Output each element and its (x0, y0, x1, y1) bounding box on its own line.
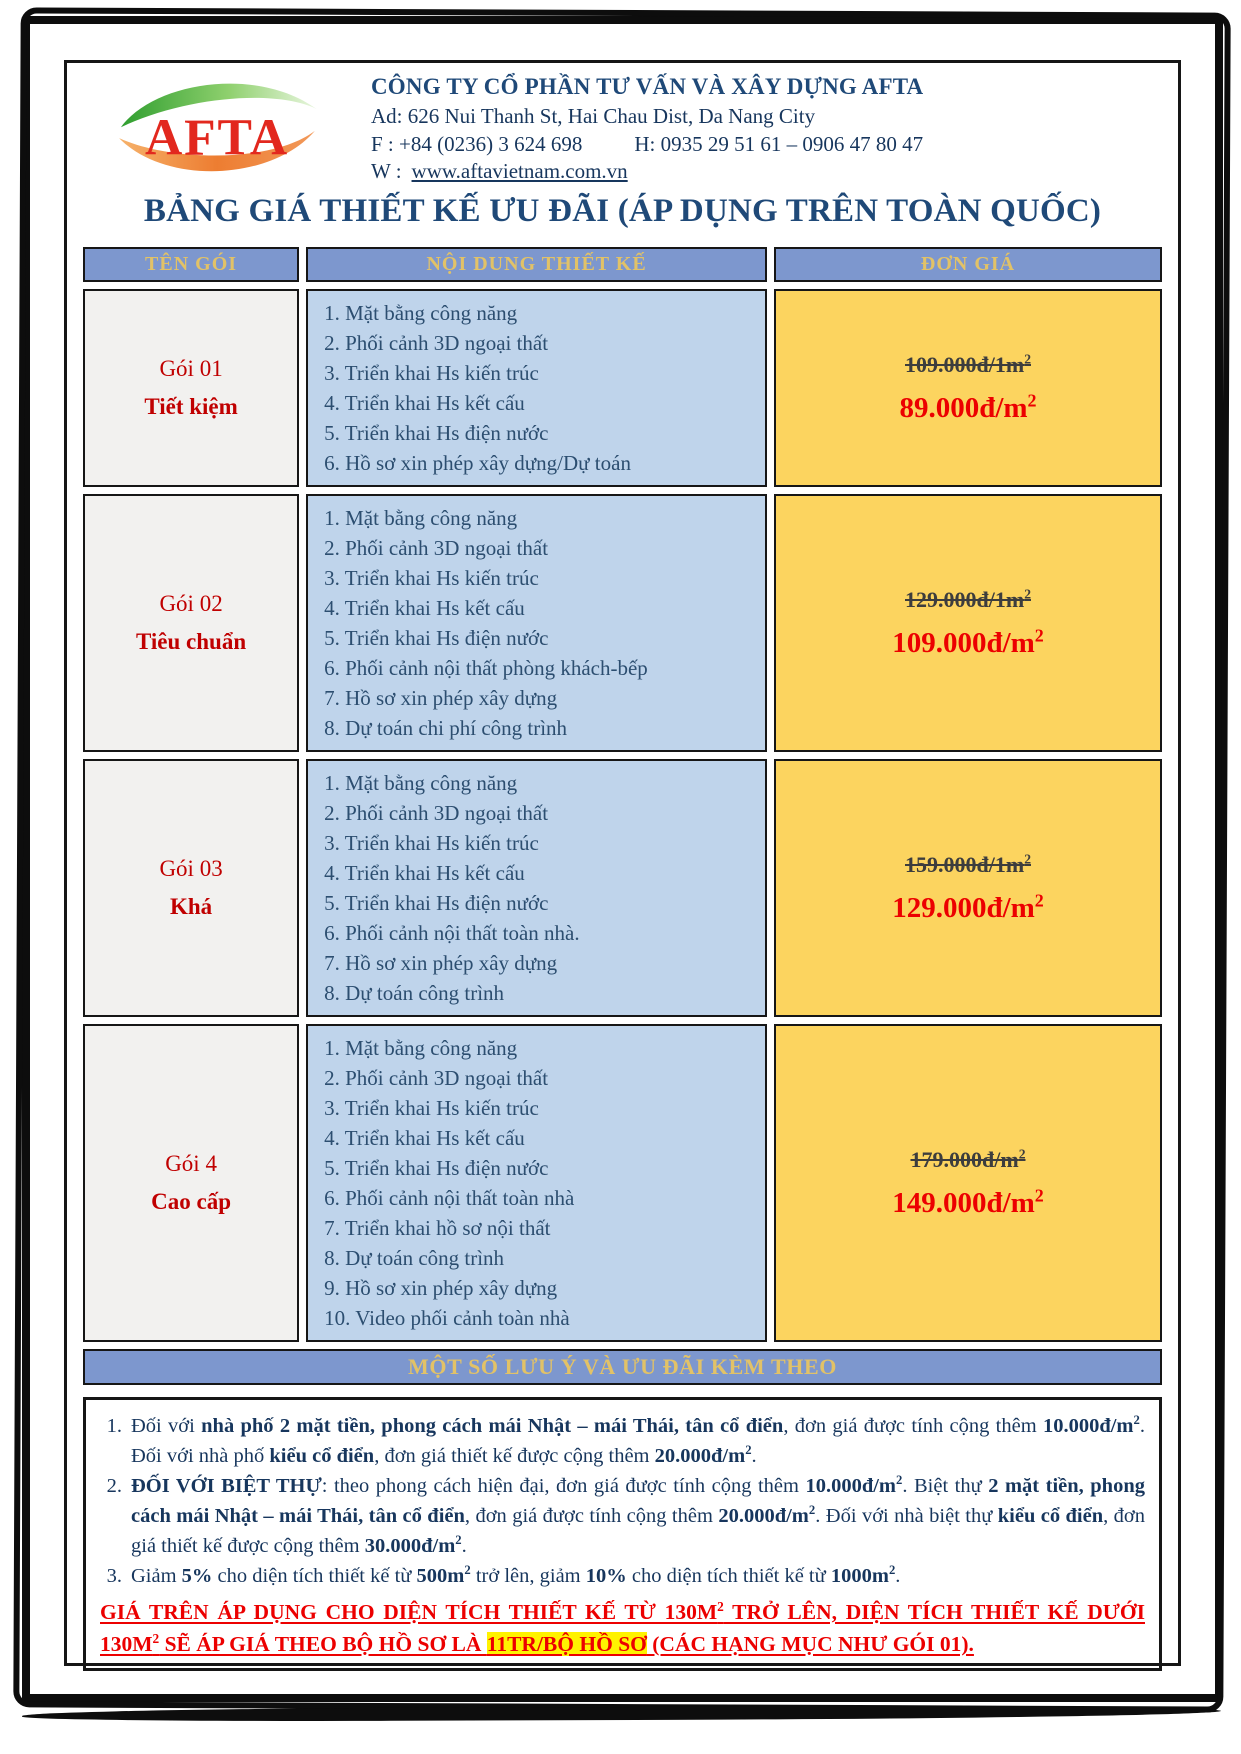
new-price (777, 624, 1159, 660)
new-price-sup: 2 (1034, 624, 1044, 645)
new-price (777, 389, 1159, 425)
package-price-cell (774, 1024, 1162, 1342)
text-segment: 2 (455, 1532, 462, 1547)
text-segment: , đơn giá được tính cộng thêm (464, 1504, 719, 1527)
new-price (777, 1184, 1159, 1220)
package-row-goi-02 (83, 494, 1162, 752)
note-text (131, 1472, 1145, 1562)
list-item: 3. Triển khai Hs kiến trúc (324, 1096, 539, 1120)
new-price-sup: 2 (1034, 1184, 1044, 1205)
text-segment: 1000m (830, 1564, 889, 1587)
package-name: Gói 01 (159, 356, 223, 381)
text-segment: ĐỐI VỚI BIỆT THỰ (131, 1474, 322, 1497)
text-segment: . Đối với nhà phố (131, 1415, 1145, 1467)
text-segment: 30.000đ/m (364, 1534, 456, 1557)
afta-logo (83, 71, 351, 187)
list-item: 6. Phối cảnh nội thất toàn nhà. (324, 921, 580, 945)
list-item: 6. Phối cảnh nội thất phòng khách-bếp (324, 656, 648, 680)
text-segment: 10% (585, 1564, 627, 1587)
package-row-goi-03 (83, 759, 1162, 1017)
list-item: 5. Triển khai Hs điện nước (324, 421, 549, 445)
text-segment: , đơn giá được tính cộng thêm (783, 1415, 1043, 1437)
package-cell (83, 289, 299, 487)
old-price (777, 352, 1159, 378)
new-price-value: 149.000đ/m (892, 1186, 1035, 1219)
text-segment: TRỞ LÊN, DIỆN TÍCH THIẾT KẾ DƯỚI 130M (100, 1599, 1145, 1656)
text-segment: 2 (1133, 1413, 1140, 1428)
text-segment: 10.000đ/m (1042, 1415, 1134, 1437)
company-info (371, 72, 1162, 187)
list-item: 8. Dự toán công trình (324, 1246, 505, 1270)
list-item: 1. Mặt bằng công năng (324, 301, 518, 325)
company-address: Ad: 626 Nui Thanh St, Hai Chau Dist, Da Nang City (371, 103, 816, 128)
text-segment: 20.000đ/m (654, 1444, 746, 1467)
package-items (306, 759, 767, 1017)
old-price-sup: 2 (1024, 586, 1031, 602)
text-segment: . Đối với nhà biệt thự (815, 1504, 998, 1527)
new-price-value: 89.000đ/m (899, 391, 1028, 424)
list-item: 4. Triển khai Hs kết cấu (324, 391, 525, 415)
old-price-value: 109.000đ/1m (905, 351, 1025, 377)
list-item: 5. Triển khai Hs điện nước (324, 891, 549, 915)
list-item: 1. Mặt bằng công năng (324, 1036, 518, 1060)
note-row (96, 1472, 1145, 1562)
list-item: 8. Dự toán chi phí công trình (324, 716, 568, 740)
old-price-sup: 2 (1024, 351, 1031, 367)
list-item: 5. Triển khai Hs điện nước (324, 626, 549, 650)
list-item: 7. Hồ sơ xin phép xây dựng (324, 686, 558, 710)
text-segment: , đơn giá thiết kế được cộng thêm (374, 1444, 655, 1467)
package-price-cell (774, 494, 1162, 752)
text-segment: 2 (808, 1502, 816, 1517)
page-title: BẢNG GIÁ THIẾT KẾ ƯU ĐÃI (ÁP DỤNG TRÊN TOÀN QUỐC) (143, 193, 1102, 229)
text-segment: . Biệt thự (902, 1474, 989, 1497)
list-item: 10. Video phối cảnh toàn nhà (324, 1306, 570, 1330)
package-name: Gói 4 (165, 1151, 217, 1176)
old-price-value: 179.000đ/m (910, 1146, 1019, 1172)
text-segment: 2 (745, 1443, 752, 1458)
package-name: Gói 02 (159, 591, 223, 616)
text-segment: . (895, 1564, 901, 1587)
text-segment: Giảm (131, 1564, 182, 1587)
afta-logo-graphic (101, 71, 333, 187)
new-price-value: 109.000đ/m (892, 626, 1035, 659)
text-segment: SẼ ÁP GIÁ THEO BỘ HỒ SƠ LÀ (159, 1631, 487, 1656)
price-table (76, 240, 1169, 1349)
package-cell (83, 494, 299, 752)
notes-box (83, 1397, 1162, 1671)
list-item: 5. Triển khai Hs điện nước (324, 1156, 549, 1180)
text-segment: 20.000đ/m (718, 1504, 809, 1527)
package-items (306, 494, 767, 752)
list-item: 2. Phối cảnh 3D ngoại thất (324, 536, 549, 560)
old-price-sup: 2 (1018, 1146, 1026, 1162)
list-item: 2. Phối cảnh 3D ngoại thất (324, 1066, 549, 1090)
list-item: 3. Triển khai Hs kiến trúc (324, 566, 539, 590)
text-segment: (CÁC HẠNG MỤC NHƯ GÓI 01). (646, 1631, 974, 1656)
notes-section-header: MỘT SỐ LƯU Ý VÀ ƯU ĐÃI KÈM THEO (83, 1349, 1162, 1385)
website-link[interactable]: www.aftavietnam.com.vn (411, 159, 628, 184)
text-segment: 11TR/BỘ HỒ SƠ (486, 1631, 647, 1656)
list-item: 4. Triển khai Hs kết cấu (324, 596, 525, 620)
note-number: 2. (106, 1474, 122, 1497)
package-tier: Khá (169, 894, 213, 919)
package-price-cell (774, 759, 1162, 1017)
fax-number: F : +84 (0236) 3 624 698 (371, 131, 583, 156)
text-segment: Đối với (131, 1415, 202, 1437)
new-price-sup: 2 (1034, 889, 1044, 910)
page (64, 60, 1181, 1666)
new-price-sup: 2 (1027, 389, 1037, 410)
column-header-package: TÊN GÓI (83, 247, 299, 282)
package-items (306, 289, 767, 487)
list-item: 2. Phối cảnh 3D ngoại thất (324, 801, 549, 825)
note-text (131, 1562, 1145, 1592)
text-segment: 2 (888, 1562, 896, 1577)
list-item: 6. Phối cảnh nội thất toàn nhà (324, 1186, 575, 1210)
old-price (777, 1147, 1159, 1173)
package-name: Gói 03 (159, 856, 223, 881)
company-website (371, 158, 1162, 186)
column-header-price: ĐƠN GIÁ (774, 247, 1162, 282)
list-item: 2. Phối cảnh 3D ngoại thất (324, 331, 549, 355)
text-segment: trở lên, giảm (470, 1564, 586, 1587)
package-items (306, 1024, 767, 1342)
package-row-goi-01 (83, 289, 1162, 487)
text-segment: 2 mặt tiền, phong cách mái Nhật – mái Thái, tân cổ điển (131, 1474, 1145, 1527)
text-segment: 2 (717, 1598, 724, 1614)
package-tier: Cao cấp (151, 1189, 231, 1214)
note-number: 3. (106, 1564, 122, 1587)
list-item: 1. Mặt bằng công năng (324, 506, 518, 530)
list-item: 9. Hồ sơ xin phép xây dựng (324, 1276, 558, 1300)
text-segment: 500m (416, 1564, 465, 1587)
old-price (777, 852, 1159, 878)
text-segment: . (461, 1534, 467, 1557)
text-segment: 2 (152, 1630, 160, 1646)
text-segment: 2 (464, 1562, 471, 1577)
package-price-cell (774, 289, 1162, 487)
list-item: 1. Mặt bằng công năng (324, 771, 518, 795)
text-segment: : theo phong cách hiện đại, đơn giá được tính cộng thêm (321, 1474, 806, 1497)
note-text (131, 1412, 1145, 1472)
list-item: 7. Triển khai hồ sơ nội thất (324, 1216, 551, 1240)
old-price-value: 129.000đ/1m (905, 586, 1025, 612)
list-item: 4. Triển khai Hs kết cấu (324, 1126, 525, 1150)
package-row-goi-4 (83, 1024, 1162, 1342)
list-item: 8. Dự toán công trình (324, 981, 505, 1005)
package-tier: Tiết kiệm (144, 394, 238, 419)
text-segment: kiểu cổ điển (997, 1504, 1104, 1527)
text-segment: 2 (896, 1473, 903, 1488)
text-segment: 10.000đ/m (805, 1474, 897, 1497)
company-header (83, 71, 1162, 189)
text-segment: , đơn giá thiết kế được cộng thêm (131, 1504, 1146, 1557)
list-item: 3. Triển khai Hs kiến trúc (324, 831, 539, 855)
table-header-row (83, 247, 1162, 282)
package-cell (83, 759, 299, 1017)
package-cell (83, 1024, 299, 1342)
note-number: 1. (106, 1415, 122, 1437)
old-price (777, 587, 1159, 613)
list-item: 6. Hồ sơ xin phép xây dựng/Dự toán (324, 451, 631, 475)
column-header-content: NỘI DUNG THIẾT KẾ (306, 247, 767, 282)
website-prefix: W : (371, 159, 402, 184)
text-segment: 5% (181, 1564, 213, 1587)
list-item: 4. Triển khai Hs kết cấu (324, 861, 525, 885)
new-price-value: 129.000đ/m (892, 891, 1035, 924)
note-row (96, 1562, 1145, 1592)
old-price-value: 159.000đ/1m (905, 851, 1025, 877)
new-price (777, 889, 1159, 925)
text-segment: cho diện tích thiết kế từ (212, 1564, 417, 1587)
hotline-number: H: 0935 29 51 61 – 0906 47 80 47 (634, 131, 924, 156)
list-item: 3. Triển khai Hs kiến trúc (324, 361, 539, 385)
text-segment: nhà phố 2 mặt tiền, phong cách mái Nhật – mái Thái, tân cổ điển (201, 1415, 784, 1437)
note-row (96, 1412, 1145, 1472)
company-name: CÔNG TY CỔ PHẦN TƯ VẤN VÀ XÂY DỰNG AFTA (371, 73, 924, 99)
list-item: 7. Hồ sơ xin phép xây dựng (324, 951, 558, 975)
old-price-sup: 2 (1024, 851, 1031, 867)
text-segment: GIÁ TRÊN ÁP DỤNG CHO DIỆN TÍCH THIẾT KẾ TỪ 130M (100, 1599, 718, 1624)
text-segment: . (751, 1444, 757, 1467)
package-tier: Tiêu chuẩn (135, 629, 247, 654)
text-segment: cho diện tích thiết kế từ (626, 1564, 831, 1587)
text-segment: kiểu cổ điển (269, 1444, 375, 1467)
warning-text (96, 1596, 1145, 1661)
company-phones (371, 131, 1162, 159)
logo-text: AFTA (145, 109, 289, 167)
